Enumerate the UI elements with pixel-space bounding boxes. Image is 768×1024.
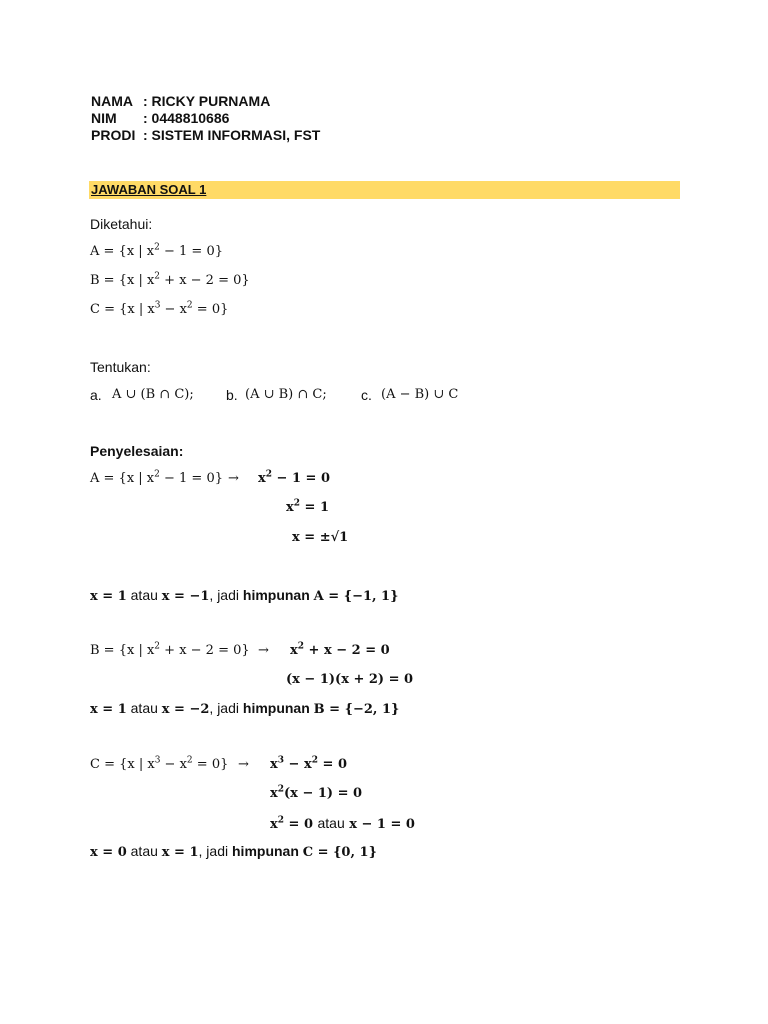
nim-line xyxy=(91,110,229,127)
solution-b-step-1 xyxy=(290,643,390,658)
set-c-tail: = 0} xyxy=(192,302,229,317)
solution-c-step-2 xyxy=(270,786,362,801)
solution-c-step-1 xyxy=(270,757,347,772)
step-tail: = 0 xyxy=(318,757,347,772)
jadi-word: , jadi xyxy=(209,587,239,603)
exponent: 2 xyxy=(154,271,161,282)
solution-c-step-3 xyxy=(270,815,415,833)
atau-word: atau xyxy=(317,815,345,831)
step-mid: − x xyxy=(284,757,312,772)
step-tail: − 1 = 0 xyxy=(272,471,331,486)
set-b-tail: + x − 2 = 0} xyxy=(160,273,250,288)
result-x2: x = 1 xyxy=(161,845,199,860)
solution-a-step-2 xyxy=(286,500,329,515)
set-b-head: B = {x | x xyxy=(90,273,155,288)
exponent: 2 xyxy=(154,641,161,652)
set-c-mid: − x xyxy=(160,757,187,772)
step-left xyxy=(270,817,313,832)
exponent: 2 xyxy=(277,815,285,826)
set-a-definition xyxy=(90,244,223,259)
task-b-letter: b. xyxy=(226,387,238,403)
jadi-word: , jadi xyxy=(209,700,239,716)
name-label: NAMA xyxy=(91,93,133,109)
solution-b-definition xyxy=(90,643,250,658)
step-tail: = 1 xyxy=(300,500,330,515)
diketahui-label: Diketahui: xyxy=(90,216,153,232)
task-a-expression: A ∪ (B ∩ C); xyxy=(112,387,194,402)
name-line xyxy=(91,93,270,110)
solution-c-result xyxy=(90,843,377,860)
result-x2: x = −1 xyxy=(161,589,210,604)
set-c-tail: = 0} xyxy=(192,757,229,772)
prodi-value: : SISTEM INFORMASI, FST xyxy=(143,127,321,143)
exponent: 3 xyxy=(277,755,285,766)
solution-b-step-2: (x − 1)(x + 2) = 0 xyxy=(286,672,414,687)
arrow-a: → xyxy=(228,471,239,486)
exponent: 2 xyxy=(186,755,193,766)
exponent: 2 xyxy=(186,300,193,311)
exponent: 2 xyxy=(293,498,301,509)
step-head: x xyxy=(286,500,294,515)
set-c-head: C = {x | x xyxy=(90,757,155,772)
step-head: x xyxy=(290,643,298,658)
result-x1: x = 1 xyxy=(90,589,127,604)
himpunan-word: himpunan xyxy=(242,587,310,603)
set-c-mid: − x xyxy=(160,302,187,317)
exponent: 2 xyxy=(154,242,160,253)
set-a-head: A = {x | x xyxy=(90,244,155,259)
set-b-definition xyxy=(90,273,250,288)
penyelesaian-label: Penyelesaian: xyxy=(90,443,184,459)
exponent: 2 xyxy=(297,641,305,652)
step-right: x − 1 = 0 xyxy=(349,817,415,832)
prodi-line xyxy=(91,127,320,144)
step-head: x xyxy=(270,817,278,832)
solution-a-step-1 xyxy=(258,471,330,486)
solution-a-step-3: x = ±√1 xyxy=(292,530,349,545)
prodi-label: PRODI xyxy=(91,127,136,143)
step-tail: = 0 xyxy=(284,817,314,832)
atau-word: atau xyxy=(130,700,158,716)
himpunan-word: himpunan xyxy=(242,700,310,716)
step-head: x xyxy=(270,757,278,772)
set-a-tail: − 1 = 0} xyxy=(159,471,223,486)
set-a-tail: − 1 = 0} xyxy=(159,244,223,259)
set-c-definition xyxy=(90,302,228,317)
result-x1: x = 1 xyxy=(90,702,127,717)
nim-label: NIM xyxy=(91,110,117,126)
step-head: x xyxy=(270,786,278,801)
atau-word: atau xyxy=(130,587,158,603)
set-a-head: A = {x | x xyxy=(90,471,155,486)
nim-value: : 0448810686 xyxy=(143,110,230,126)
result-set-c: C = {0, 1} xyxy=(302,845,377,860)
solution-a-result xyxy=(90,587,398,604)
section-title: JAWABAN SOAL 1 xyxy=(91,182,207,197)
task-c-letter: c. xyxy=(361,387,372,403)
exponent: 3 xyxy=(154,755,161,766)
result-x2: x = −2 xyxy=(161,702,210,717)
exponent: 2 xyxy=(277,784,285,795)
exponent: 2 xyxy=(311,755,318,766)
jadi-word: , jadi xyxy=(198,843,229,859)
step-tail: + x − 2 = 0 xyxy=(304,643,390,658)
task-b-expression: (A ∪ B) ∩ C; xyxy=(245,387,327,402)
result-set-b: B = {−2, 1} xyxy=(313,702,400,717)
arrow-c: → xyxy=(238,757,249,772)
task-a-letter: a. xyxy=(90,387,102,403)
solution-b-result xyxy=(90,700,399,717)
himpunan-word: himpunan xyxy=(232,843,299,859)
set-b-tail: + x − 2 = 0} xyxy=(160,643,250,658)
set-c-head: C = {x | x xyxy=(90,302,155,317)
name-value: : RICKY PURNAMA xyxy=(143,93,271,109)
result-x1: x = 0 xyxy=(90,845,127,860)
exponent: 2 xyxy=(265,469,273,480)
result-set-a: A = {−1, 1} xyxy=(313,589,399,604)
set-b-head: B = {x | x xyxy=(90,643,155,658)
solution-c-definition xyxy=(90,757,228,772)
tentukan-label: Tentukan: xyxy=(90,359,151,375)
step-tail: (x − 1) = 0 xyxy=(284,786,363,801)
arrow-b: → xyxy=(258,643,269,658)
exponent: 2 xyxy=(154,469,160,480)
atau-word: atau xyxy=(130,843,158,859)
exponent: 3 xyxy=(154,300,161,311)
solution-a-definition xyxy=(90,471,223,486)
task-c-expression: (A − B) ∪ C xyxy=(381,387,459,402)
step-head: x xyxy=(258,471,266,486)
